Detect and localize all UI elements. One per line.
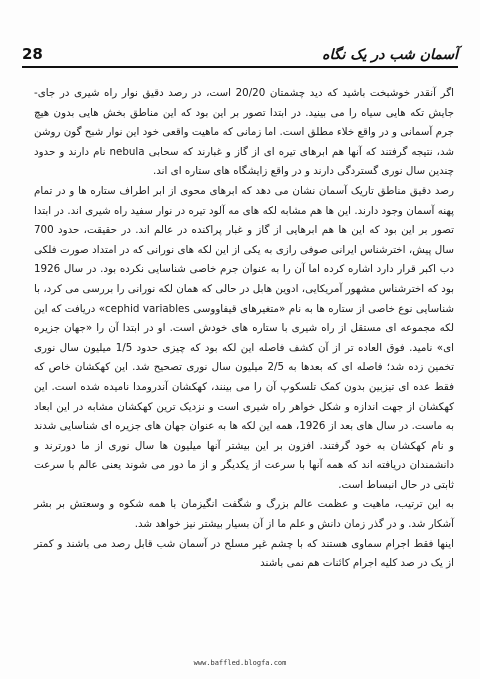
page-number: 28	[22, 45, 43, 63]
page-header	[22, 28, 458, 62]
running-title: آسمان شب در یک نگاه	[322, 47, 458, 63]
footer-url: www.baffled.blogfa.com	[193, 659, 287, 667]
paragraph-2: رصد دقیق مناطق تاریک آسمان نشان می دهد که ابرهای محوی از ابر اطراف ستاره ها و در تمام پهنه آسمان وجود دارند. این ها هم مشابه لکه های مه آلود تیره در نوار سفید راه شیری اند. در ابتدا تصور بر این بود که این ها هم ابرهایی از گاز و غبار پراکنده در عالم اند. در حقیقت، حدود 700 سال پیش، اخترشناس ایرانی صوفی رازی به یکی از این لکه های نورانی که در امتداد صورت فلکی دب اکبر قرار دارد اشاره کرده اما آن را به عنوان جرم خاصی شناسایی نکرده بود. در سال 1926 بود که اخترشناس مشهور آمریکایی، ادوین هابل در حالی که همان لکه نورانی را بررسی می کرد، با شناسایی نوع خاصی از ستاره ها به نام «متغیرهای قیفاووسی cephid variables» دریافت که این لکه مجموعه ای مستقل از راه شیری با ستاره های خودش است. او در ابتدا آن را «جهان جزیره ای» نامید. فوق العاده تر از آن کشف فاصله این لکه بود که چیزی حدود 1/5 میلیون سال نوری تخمین زده شد؛ فاصله ای که بعدها به 2/5 میلیون سال نوری تصحیح شد. این کهکشان خاص که فقط عده ای تیزبین بدون کمک تلسکوپ آن را می بینند، کهکشان آندرومدا نامیده شده است. این کهکشان از جهت اندازه و شکل خواهر راه شیری است و نزدیک ترین کهکشان مشابه در این ابعاد به ماست. در سال های بعد از 1926، همه این لکه ها به عنوان جهان های جزیره ای شناسایی شدند و نام کهکشان به خود گرفتند. افزون بر این بیشتر آنها میلیون ها سال نوری از ما دورترند و دانشمندان دریافته اند که همه آنها با سرعت از یکدیگر و از ما دور می شوند یعنی عالم با سرعت ثابتی در حال انبساط است.	[34, 184, 455, 491]
paragraph-3: به این ترتیب، ماهیت و عظمت عالم بزرگ و شگفت انگیزمان با همه شکوه و وسعتش بر بشر آشکار شد. و در گذر زمان دانش و علم ما از آن بسیار بیشتر نیز خواهد شد.	[34, 498, 454, 531]
paragraph-4: اینها فقط اجرام سماوی هستند که با چشم غیر مسلح در آسمان شب قابل رصد می باشند و کمتر از یک در صد کلیه اجرام کائنات هم نمی باشند	[34, 537, 454, 570]
body-text	[34, 84, 454, 643]
header-rule	[22, 66, 458, 68]
paragraph-1: اگر آنقدر خوشبخت باشید که دید چشمتان 20/20 است، در رصد دقیق نوار راه شیری در جای- جایش تکه هایی سیاه را می بینید. در ابتدا تصور بر این بود که این مناطق بخش هایی بدون هیچ جرم آسمانی و در واقع خلاء مطلق است. اما زمانی که ماهیت واقعی خود این نوار شبح گون روشن شد، نتیجه گرفتند که آنها هم ابرهای تیره ای از گاز و غبارند که سحابی nebula نام دارند و حدود چندین سال نوری گستردگی دارند و در واقع زایشگاه های ستاره ای اند.	[34, 87, 455, 178]
